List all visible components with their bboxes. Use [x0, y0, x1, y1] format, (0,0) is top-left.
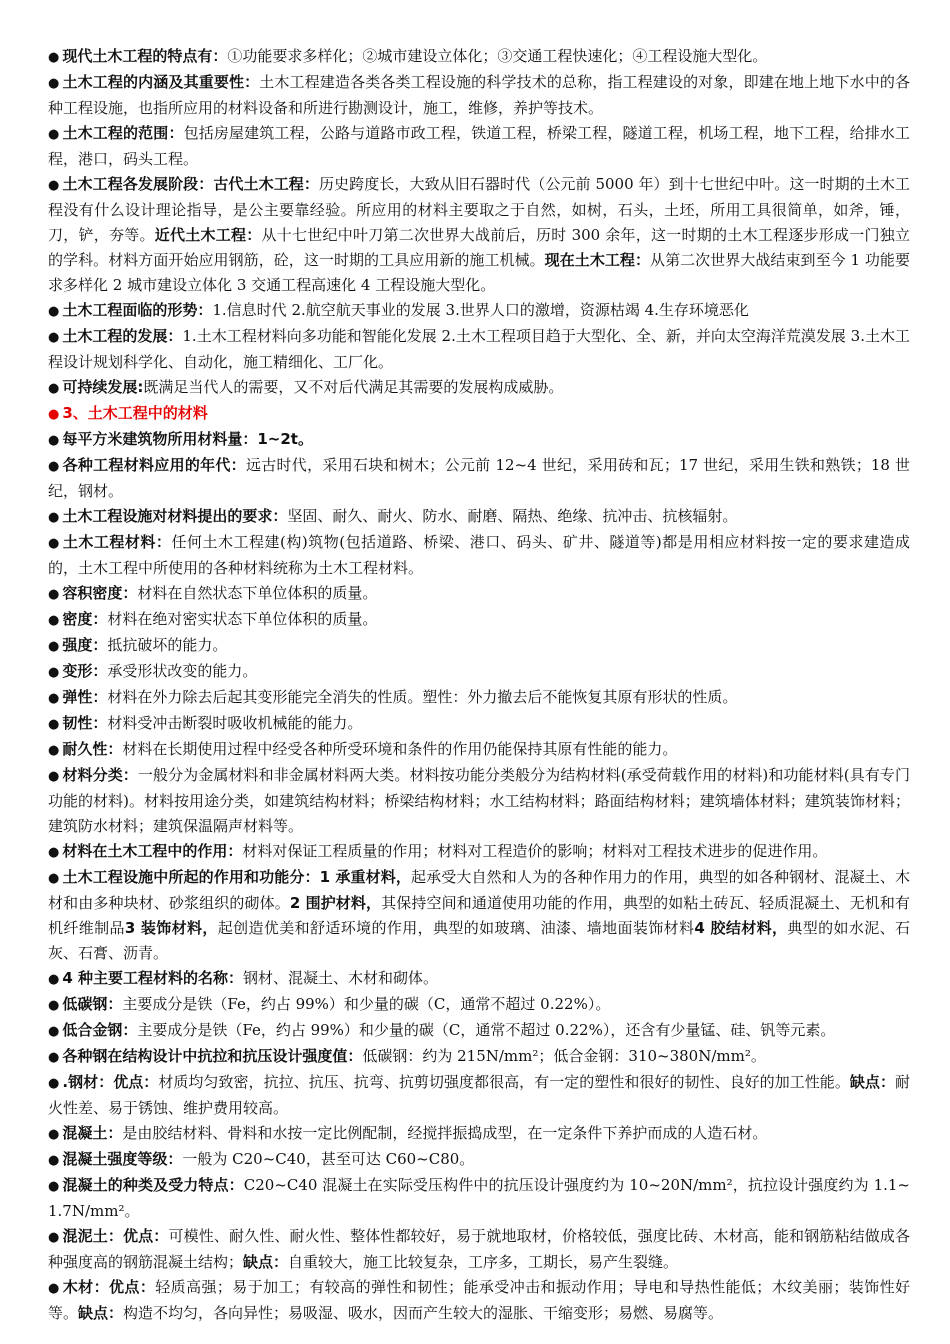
body-text: 抵抗破坏的能力。	[107, 636, 228, 654]
body-text: 是由胶结材料、骨料和水按一定比例配制，经搅拌振捣成型，在一定条件下养护而成的人造石材。	[122, 1124, 768, 1142]
body-text: 起承受大自然和人为的各种作用力的作用，典型的如各种钢材、混凝土、木材和由多种块材、砂浆组织的砌体。	[48, 868, 910, 912]
body-text: 可模性、耐久性、耐火性、整体性都较好，易于就地取材，价格较低，强度比砖、木材高，能和钢筋粘结做成各种强度高的钢筋混凝土结构；	[48, 1227, 910, 1271]
body-text: 耐火性差、易于锈蚀、维护费用较高。	[48, 1073, 910, 1117]
bullet-icon: ●	[48, 433, 60, 448]
term-label: 弹性：	[62, 688, 108, 706]
body-text: 承受形状改变的能力。	[107, 662, 258, 680]
body-text: 1.信息时代 2.航空航天事业的发展 3.世界人口的激增，资源枯竭 4.生存环境恶化	[212, 301, 749, 319]
body-text: 典型的如水泥、石灰、石膏、沥青。	[48, 919, 910, 962]
term-label: 低合金钢：	[62, 1021, 138, 1039]
term-label: 缺点：	[78, 1304, 124, 1322]
bullet-paragraph	[48, 659, 910, 685]
bullet-icon: ●	[48, 639, 60, 654]
bullet-paragraph	[48, 839, 910, 865]
body-text: ①功能要求多样化；②城市建设立体化；③交通工程快速化；④工程设施大型化。	[227, 47, 768, 65]
bullet-icon: ●	[48, 407, 60, 422]
body-text: 主要成分是铁（Fe，约占 99%）和少量的碳（C，通常不超过 0.22%），还含有少量锰、硅、钒等元素。	[137, 1021, 836, 1039]
body-text: 材料在自然状态下单位体积的质量。	[137, 584, 378, 602]
body-text: 材料在长期使用过程中经受各种所受环境和条件的作用仍能保持其原有性能的能力。	[122, 740, 678, 758]
bullet-icon: ●	[48, 510, 60, 525]
bullet-icon: ●	[48, 665, 60, 680]
term-label: 土木工程的范围：	[62, 124, 184, 142]
bullet-paragraph	[48, 530, 910, 581]
body-text: 材料在绝对密实状态下单位体积的质量。	[107, 610, 378, 628]
term-label: 混凝土：	[62, 1124, 123, 1142]
bullet-paragraph	[48, 298, 910, 324]
bullet-paragraph	[48, 685, 910, 711]
term-label: 3 装饰材料，	[124, 919, 218, 937]
bullet-paragraph	[48, 1224, 910, 1275]
term-label: 土木工程设施对材料提出的要求：	[62, 507, 288, 525]
bullet-paragraph	[48, 607, 910, 633]
term-label: 2 围护材料，	[289, 894, 382, 912]
body-text: 1.土木工程材料向多功能和智能化发展 2.土木工程项目趋于大型化、全、新，并向太空海洋荒漠发展 3.土木工程设计规划科学化、自动化，施工精细化、工厂化。	[48, 327, 910, 371]
term-label: 近代土木工程：	[154, 226, 262, 244]
term-label: 木材：优点：	[62, 1278, 156, 1296]
term-label: 土木工程面临的形势：	[62, 301, 213, 319]
body-text: 材料在外力除去后起其变形能完全消失的性质。塑性：外力撤去后不能恢复其原有形状的性质。	[107, 688, 738, 706]
body-text: 材料对保证工程质量的作用；材料对工程造价的影响；材料对工程技术进步的促进作用。	[242, 842, 828, 860]
term-label: 4 胶结材料，	[694, 919, 788, 937]
body-text: 起创造优美和舒适环境的作用，典型的如玻璃、油漆、墙地面装饰材料	[217, 919, 695, 937]
body-text: 一般分为金属材料和非金属材料两大类。材料按功能分类般分为结构材料(承受荷载作用的材料)和功能材料(具有专门功能的材料)。材料按用途分类，如建筑结构材料；桥梁结构材料；水工结构材料；路面结构材料；建筑墙体材料；建筑装饰材料；建筑防水材料；建筑保温隔声材料等。	[48, 766, 911, 835]
term-label: 3、土木工程中的材料	[62, 404, 208, 422]
bullet-paragraph	[48, 992, 910, 1018]
term-label: 低碳钢：	[62, 995, 123, 1013]
bullet-icon: ●	[48, 743, 60, 758]
bullet-icon: ●	[48, 1076, 60, 1091]
body-text: 自重较大，施工比较复杂，工序多，工期长，易产生裂缝。	[288, 1253, 679, 1271]
term-label: 材料在土木工程中的作用：	[62, 842, 243, 860]
body-text: 材质均匀致密，抗拉、抗压、抗弯、抗剪切强度都很高，有一定的塑性和很好的韧性、良好的加工性能。	[158, 1073, 850, 1091]
bullet-icon: ●	[48, 717, 60, 732]
bullet-icon: ●	[48, 178, 60, 193]
bullet-paragraph	[48, 1275, 910, 1326]
term-label: 变形：	[62, 662, 108, 680]
bullet-icon: ●	[48, 871, 60, 886]
bullet-icon: ●	[48, 1127, 60, 1142]
bullet-paragraph	[48, 1147, 910, 1173]
term-label: 缺点：	[849, 1073, 895, 1091]
bullet-icon: ●	[48, 304, 60, 319]
section-heading	[48, 401, 910, 427]
bullet-paragraph	[48, 763, 910, 839]
term-label: 每平方米建筑物所用材料量：1~2t。	[62, 430, 313, 448]
term-label: 现在土木工程：	[544, 251, 651, 269]
body-text: C20~C40 混凝土在实际受压构件中的抗压设计强度约为 10~20N/mm²，抗拉设计强度约为 1.1~1.7N/mm²。	[48, 1176, 910, 1220]
bullet-icon: ●	[48, 998, 60, 1013]
term-label: 容积密度：	[62, 584, 138, 602]
body-text: 低碳钢：约为 215N/mm²；低合金钢：310~380N/mm²。	[362, 1047, 766, 1065]
bullet-icon: ●	[48, 1024, 60, 1039]
bullet-paragraph	[48, 737, 910, 763]
body-text: 既满足当代人的需要，又不对后代满足其需要的发展构成威胁。	[143, 378, 564, 396]
term-label: 4 种主要工程材料的名称：	[62, 969, 244, 987]
bullet-paragraph	[48, 1018, 910, 1044]
term-label: 土木工程的内涵及其重要性：	[62, 73, 260, 91]
bullet-icon: ●	[48, 381, 60, 396]
bullet-icon: ●	[48, 587, 60, 602]
bullet-icon: ●	[48, 459, 60, 474]
bullet-paragraph	[48, 504, 910, 530]
term-label: 耐久性：	[62, 740, 123, 758]
bullet-icon: ●	[48, 845, 60, 860]
bullet-paragraph	[48, 581, 910, 607]
body-text: 构造不均匀，各向异性；易吸湿、吸水，因而产生较大的湿胀、干缩变形；易燃、易腐等。	[123, 1304, 724, 1322]
body-text: 历史跨度长，大致从旧石器时代（公元前 5000 年）到十七世纪中叶。这一时期的土木工程没有什么设计理论指导，是公主要靠经验。所应用的材料主要取之于自然，如树，石头，土坯，所用工具很简单，如斧，锤，刀，铲，夯等。	[48, 175, 910, 244]
body-text: 远古时代，采用石块和树木；公元前 12~4 世纪，采用砖和瓦；17 世纪，采用生铁和熟铁；18 世纪，钢材。	[48, 456, 910, 500]
bullet-icon: ●	[48, 769, 60, 784]
term-label: 1 承重材料，	[319, 868, 411, 886]
term-label: 土木工程的发展：	[62, 327, 183, 345]
term-label: 强度：	[62, 636, 108, 654]
term-label: 可持续发展:	[62, 378, 144, 396]
body-text: 轻质高强；易于加工；有较高的弹性和韧性；能承受冲击和振动作用；导电和导热性能低；木纹美丽；装饰性好等。	[48, 1278, 911, 1322]
term-label: 混凝土的种类及受力特点：	[62, 1176, 244, 1194]
term-label: 各种钢在结构设计中抗拉和抗压设计强度值：	[62, 1047, 363, 1065]
bullet-paragraph	[48, 1121, 910, 1147]
term-label: 土木工程材料：	[62, 533, 172, 551]
term-label: 缺点：	[243, 1253, 289, 1271]
body-text: 从第二次世界大战结束到至今 1 功能要求多样化 2 城市建设立体化 3 交通工程高速化 4 工程设施大型化。	[48, 251, 910, 294]
bullet-icon: ●	[48, 1281, 60, 1296]
bullet-paragraph	[48, 1070, 910, 1121]
bullet-paragraph	[48, 633, 910, 659]
body-text: 任何土木工程建(构)筑物(包括道路、桥梁、港口、码头、矿井、隧道等)都是用相应材料按一定的要求建造成的，土木工程中所使用的各种材料统称为土木工程材料。	[48, 533, 910, 577]
bullet-paragraph	[48, 453, 910, 504]
bullet-icon: ●	[48, 76, 60, 91]
body-text: 从十七世纪中叶刀第二次世界大战前后，历时 300 余年，这一时期的土木工程逐步形成一门独立的学科。材料方面开始应用钢筋，砼，这一时期的工具应用新的施工机械。	[48, 226, 910, 269]
body-text: 材料受冲击断裂时吸收机械能的能力。	[107, 714, 363, 732]
bullet-paragraph	[48, 172, 910, 298]
body-text: 坚固、耐久、耐火、防水、耐磨、隔热、绝缘、抗冲击、抗核辐射。	[287, 507, 738, 525]
bullet-paragraph	[48, 1173, 910, 1224]
bullet-icon: ●	[48, 691, 60, 706]
term-label: 混泥土：优点：	[62, 1227, 169, 1245]
bullet-paragraph	[48, 711, 910, 737]
bullet-icon: ●	[48, 1230, 60, 1245]
bullet-icon: ●	[48, 536, 60, 551]
term-label: 韧性：	[62, 714, 108, 732]
bullet-icon: ●	[48, 50, 60, 65]
bullet-icon: ●	[48, 613, 60, 628]
term-label: 混凝土强度等级：	[62, 1150, 183, 1168]
body-text: 其保持空间和通道使用功能的作用，典型的如粘土砖瓦、轻质混凝土、无机和有机纤维制品	[48, 894, 910, 937]
bullet-paragraph	[48, 865, 910, 966]
bullet-paragraph	[48, 1044, 910, 1070]
body-text: 钢材、混凝土、木材和砌体。	[243, 969, 439, 987]
bullet-icon: ●	[48, 1050, 60, 1065]
document-body	[48, 44, 910, 1326]
bullet-paragraph	[48, 121, 910, 172]
term-label: 现代土木工程的特点有：	[62, 47, 228, 65]
term-label: 密度：	[62, 610, 108, 628]
bullet-paragraph	[48, 427, 910, 453]
term-label: 土木工程各发展阶段：古代土木工程：	[62, 175, 319, 193]
bullet-icon: ●	[48, 1153, 60, 1168]
term-label: 土木工程设施中所起的作用和功能分：	[62, 868, 320, 886]
bullet-paragraph	[48, 324, 910, 375]
body-text: 主要成分是铁（Fe，约占 99%）和少量的碳（C，通常不超过 0.22%）。	[122, 995, 611, 1013]
bullet-paragraph	[48, 966, 910, 992]
bullet-paragraph	[48, 44, 910, 70]
bullet-icon: ●	[48, 972, 60, 987]
body-text: 包括房屋建筑工程，公路与道路市政工程，铁道工程，桥梁工程，隧道工程，机场工程，地下工程，给排水工程，港口，码头工程。	[48, 124, 910, 168]
body-text: 一般为 C20~C40，甚至可达 C60~C80。	[182, 1150, 475, 1168]
bullet-icon: ●	[48, 330, 60, 345]
bullet-icon: ●	[48, 127, 60, 142]
body-text: 土木工程建造各类各类工程设施的科学技术的总称，指工程建设的对象，即建在地上地下水中的各种工程设施，也指所应用的材料设备和所进行勘测设计，施工，维修，养护等技术。	[48, 73, 910, 117]
term-label: 材料分类：	[62, 766, 138, 784]
bullet-paragraph	[48, 375, 910, 401]
bullet-icon: ●	[48, 1179, 60, 1194]
term-label: 各种工程材料应用的年代：	[62, 456, 246, 474]
bullet-paragraph	[48, 70, 910, 121]
term-label: .钢材：优点：	[62, 1073, 159, 1091]
